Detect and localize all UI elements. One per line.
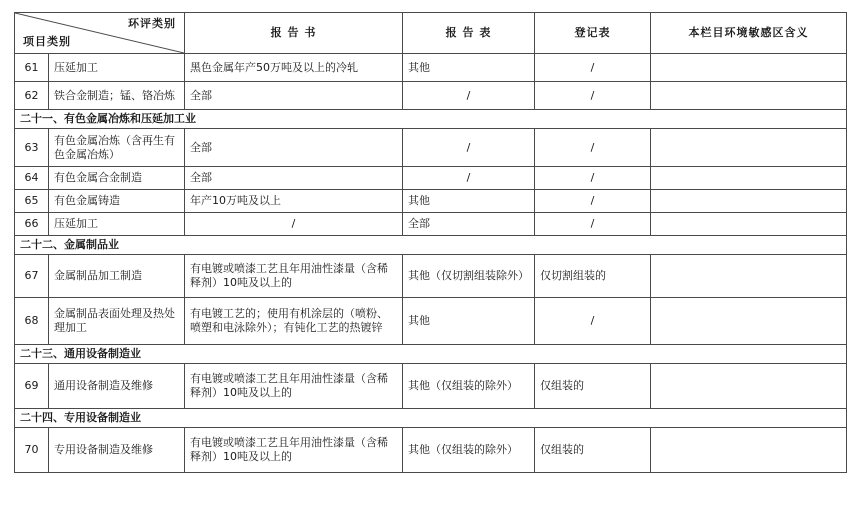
- report-book-cell: 有电镀工艺的；使用有机涂层的（喷粉、喷塑和电泳除外）；有钝化工艺的热镀锌: [185, 298, 403, 345]
- report-book-cell: 黑色金属年产50万吨及以上的冷轧: [185, 54, 403, 82]
- section-title: 二十一、有色金属冶炼和压延加工业: [15, 110, 847, 129]
- row-number: 62: [15, 82, 49, 110]
- report-book-cell: /: [185, 213, 403, 236]
- header-registration-form: 登记表: [535, 13, 651, 54]
- table-row: [15, 255, 847, 298]
- row-number: 64: [15, 167, 49, 190]
- section-title: 二十三、通用设备制造业: [15, 345, 847, 364]
- header-corner-cell: [15, 13, 185, 54]
- sensitive-area-cell: [651, 255, 847, 298]
- row-number: 65: [15, 190, 49, 213]
- sensitive-area-cell: [651, 190, 847, 213]
- report-form-cell: /: [403, 129, 535, 167]
- report-book-cell: 有电镀或喷漆工艺且年用油性漆量（含稀释剂）10吨及以上的: [185, 364, 403, 409]
- row-number: 68: [15, 298, 49, 345]
- report-book-cell: 有电镀或喷漆工艺且年用油性漆量（含稀释剂）10吨及以上的: [185, 428, 403, 473]
- project-category-cell: 金属制品表面处理及热处理加工: [49, 298, 185, 345]
- report-form-cell: 其他（仅切割组装除外）: [403, 255, 535, 298]
- registration-cell: /: [535, 190, 651, 213]
- sensitive-area-cell: [651, 364, 847, 409]
- report-book-cell: 有电镀或喷漆工艺且年用油性漆量（含稀释剂）10吨及以上的: [185, 255, 403, 298]
- sensitive-area-cell: [651, 82, 847, 110]
- table-row: [15, 213, 847, 236]
- project-category-cell: 压延加工: [49, 213, 185, 236]
- project-category-cell: 金属制品加工制造: [49, 255, 185, 298]
- sensitive-area-cell: [651, 54, 847, 82]
- report-form-cell: 其他（仅组装的除外）: [403, 428, 535, 473]
- eia-classification-table: [14, 12, 847, 473]
- table-row: [15, 190, 847, 213]
- registration-cell: /: [535, 54, 651, 82]
- project-category-cell: 压延加工: [49, 54, 185, 82]
- project-category-cell: 有色金属合金制造: [49, 167, 185, 190]
- row-number: 61: [15, 54, 49, 82]
- table-row: [15, 428, 847, 473]
- report-form-cell: 其他: [403, 190, 535, 213]
- row-number: 67: [15, 255, 49, 298]
- report-form-cell: 全部: [403, 213, 535, 236]
- sensitive-area-cell: [651, 428, 847, 473]
- sensitive-area-cell: [651, 167, 847, 190]
- project-category-cell: 有色金属冶炼（含再生有色金属冶炼）: [49, 129, 185, 167]
- report-book-cell: 全部: [185, 167, 403, 190]
- row-number: 66: [15, 213, 49, 236]
- header-project-category: 项目类别: [23, 35, 71, 48]
- report-form-cell: 其他（仅组装的除外）: [403, 364, 535, 409]
- row-number: 70: [15, 428, 49, 473]
- report-form-cell: 其他: [403, 54, 535, 82]
- header-report-book: 报 告 书: [185, 13, 403, 54]
- header-eia-category: 环评类别: [128, 17, 176, 30]
- registration-cell: /: [535, 167, 651, 190]
- registration-cell: 仅组装的: [535, 428, 651, 473]
- section-row: [15, 345, 847, 364]
- report-form-cell: 其他: [403, 298, 535, 345]
- section-title: 二十二、金属制品业: [15, 236, 847, 255]
- table-row: [15, 167, 847, 190]
- section-row: [15, 236, 847, 255]
- project-category-cell: 有色金属铸造: [49, 190, 185, 213]
- registration-cell: /: [535, 298, 651, 345]
- registration-cell: 仅组装的: [535, 364, 651, 409]
- table-row: [15, 82, 847, 110]
- registration-cell: 仅切割组装的: [535, 255, 651, 298]
- registration-cell: /: [535, 129, 651, 167]
- project-category-cell: 铁合金制造；锰、铬冶炼: [49, 82, 185, 110]
- header-row: [15, 13, 847, 54]
- project-category-cell: 专用设备制造及维修: [49, 428, 185, 473]
- sensitive-area-cell: [651, 298, 847, 345]
- project-category-cell: 通用设备制造及维修: [49, 364, 185, 409]
- header-sensitive-area: 本栏目环境敏感区含义: [651, 13, 847, 54]
- table-row: [15, 129, 847, 167]
- registration-cell: /: [535, 82, 651, 110]
- sensitive-area-cell: [651, 213, 847, 236]
- report-book-cell: 年产10万吨及以上: [185, 190, 403, 213]
- row-number: 69: [15, 364, 49, 409]
- section-title: 二十四、专用设备制造业: [15, 409, 847, 428]
- report-book-cell: 全部: [185, 129, 403, 167]
- table-row: [15, 364, 847, 409]
- header-report-form: 报 告 表: [403, 13, 535, 54]
- report-form-cell: /: [403, 167, 535, 190]
- report-form-cell: /: [403, 82, 535, 110]
- registration-cell: /: [535, 213, 651, 236]
- table-row: [15, 54, 847, 82]
- section-row: [15, 110, 847, 129]
- row-number: 63: [15, 129, 49, 167]
- sensitive-area-cell: [651, 129, 847, 167]
- report-book-cell: 全部: [185, 82, 403, 110]
- section-row: [15, 409, 847, 428]
- table-row: [15, 298, 847, 345]
